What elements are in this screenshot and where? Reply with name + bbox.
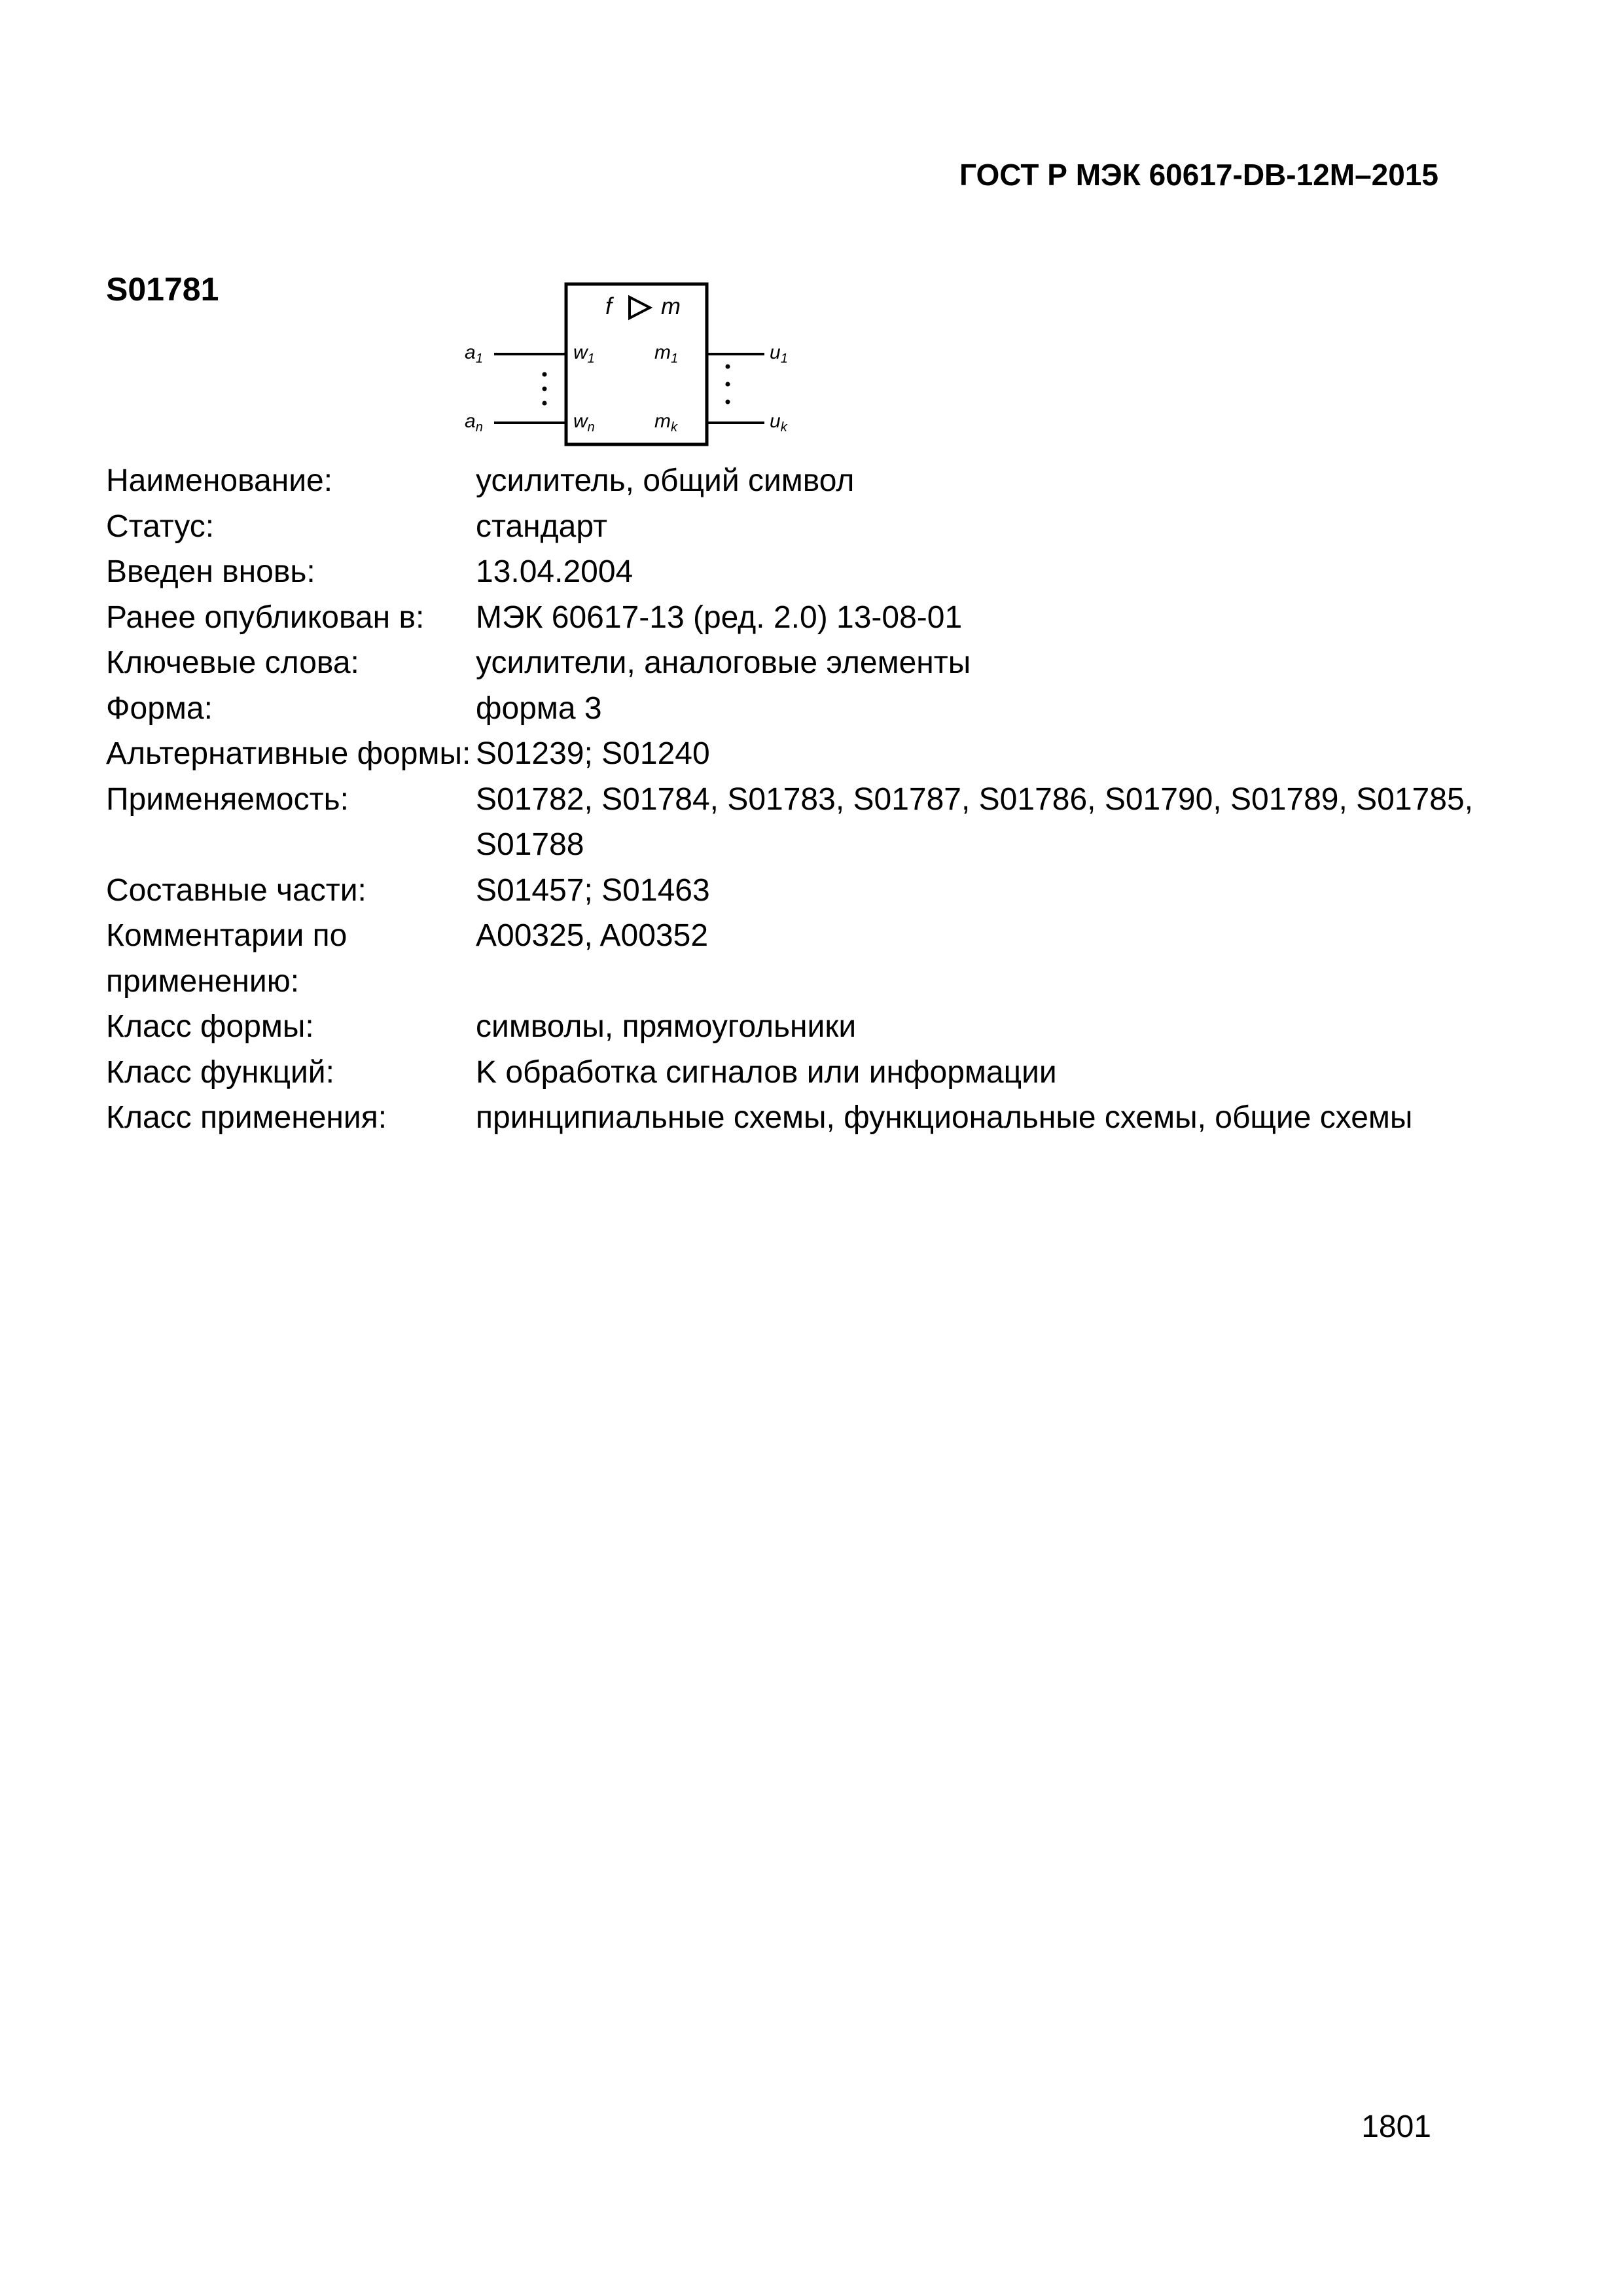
property-label: Составные части: [106, 872, 366, 908]
document-standard-header: ГОСТ Р МЭК 60617-DB-12M–2015 [959, 158, 1438, 192]
property-label: Комментарии по применению: [106, 918, 348, 999]
property-value: усилитель, общий символ [476, 463, 855, 498]
inner-right-last-sub: k [671, 420, 677, 435]
property-value: S01457; S01463 [476, 872, 710, 908]
property-label: Ключевые слова: [106, 645, 359, 680]
property-value: усилители, аналоговые элементы [476, 645, 971, 680]
amplifier-triangle-icon [630, 297, 650, 318]
property-row-alternative-forms [106, 731, 1546, 777]
property-value: 13.04.2004 [476, 554, 633, 589]
property-value: символы, прямоугольники [476, 1009, 857, 1044]
input-last-sub: n [475, 420, 483, 435]
page-number: 1801 [1361, 2109, 1431, 2144]
input-first-sub: 1 [475, 351, 483, 366]
amplifier-symbol-figure [458, 270, 825, 453]
property-row-function-class [106, 1050, 1546, 1096]
inner-left-last-label: w [573, 410, 588, 432]
property-label: Класс применения: [106, 1100, 387, 1135]
property-row-keywords [106, 640, 1546, 686]
property-value: S01782, S01784, S01783, S01787, S01786, S01790, S01789, S01785, S01788 [476, 781, 1473, 862]
symbol-properties-list [106, 458, 1546, 1141]
property-label: Наименование: [106, 463, 333, 498]
svg-text:a1 [465, 342, 483, 366]
input-first-label: a [465, 342, 476, 363]
svg-text:mk [654, 410, 678, 435]
svg-text:u1 [770, 342, 788, 366]
svg-text:w1 [573, 342, 595, 366]
property-label: Введен вновь: [106, 554, 315, 589]
property-label: Класс формы: [106, 1009, 314, 1044]
property-value: K обработка сигналов или информации [476, 1054, 1057, 1090]
property-row-introduced [106, 549, 1546, 595]
inner-left-first-sub: 1 [587, 351, 595, 366]
property-row-application-class [106, 1095, 1546, 1141]
inner-left-first-label: w [573, 342, 588, 363]
property-row-form [106, 686, 1546, 732]
qualifier-left-text: f [605, 293, 613, 319]
inner-right-last-label: m [654, 410, 671, 432]
property-row-status [106, 504, 1546, 550]
inner-right-first-label: m [654, 342, 671, 363]
property-value: A00325, A00352 [476, 918, 709, 953]
property-label: Ранее опубликован в: [106, 600, 425, 635]
svg-text:m1 [654, 342, 678, 366]
property-row-application-comments [106, 913, 1546, 1004]
output-last-label: u [770, 410, 781, 432]
property-label: Применяемость: [106, 781, 349, 817]
property-value: МЭК 60617-13 (ред. 2.0) 13-08-01 [476, 600, 963, 635]
output-dots-icon [726, 365, 730, 369]
property-label: Статус: [106, 509, 215, 544]
input-last-label: a [465, 410, 476, 432]
property-label: Класс функций: [106, 1054, 334, 1090]
property-row-name [106, 458, 1546, 504]
inner-right-first-sub: 1 [671, 351, 679, 366]
property-row-published-in [106, 595, 1546, 641]
property-label: Альтернативные формы: [106, 736, 471, 771]
property-label: Форма: [106, 691, 213, 726]
symbol-code: S01781 [106, 271, 219, 308]
svg-text:wn [573, 410, 595, 435]
property-row-form-class [106, 1004, 1546, 1050]
property-row-applicability [106, 777, 1546, 868]
property-row-components [106, 868, 1546, 914]
output-last-sub: k [780, 420, 787, 435]
property-value: S01239; S01240 [476, 736, 710, 771]
svg-text:an [465, 410, 483, 435]
qualifier-right-text: m [661, 293, 681, 319]
property-value: стандарт [476, 509, 607, 544]
output-first-label: u [770, 342, 781, 363]
input-dots-icon [543, 372, 547, 377]
property-value: форма 3 [476, 691, 602, 726]
output-first-sub: 1 [780, 351, 788, 366]
inner-left-last-sub: n [587, 420, 595, 435]
svg-text:uk [770, 410, 788, 435]
property-value: принципиальные схемы, функциональные схемы, общие схемы [476, 1100, 1413, 1135]
